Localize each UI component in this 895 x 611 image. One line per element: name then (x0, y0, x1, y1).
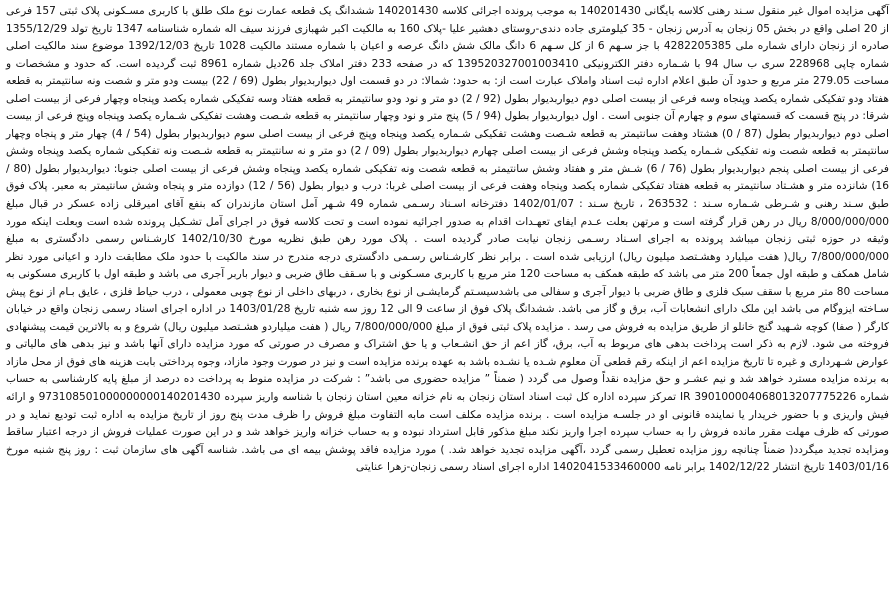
notice-body: آگهی مزایده اموال غیر منقول سـند رهنی کلاسه بایگانی 140201430 به موجب پرونده اجرائی کلاسه 140201430 ششدانگ یک قطعه عمارت نوع ملک طلق با کاربری مسـکونی پلاک ثبتی 157 فرعی از 20 اصلی واقع در بخش 05 زنجان به آدرس زنجان - 35 کیلومتری جاده دندی-روستای دهشیر علیا -پلاک 160 به مالکیت اکبر شهبازی فرزند سیف اله شماره شناسنامه 1347 تاریخ تولد 1355/12/29 صادره از زنجان دارای شماره ملی 4282205385 با جز سـهم 6 از کل سـهم 6 دانگ مالک شش دانگ عرصه و اعیان با شماره مستند مالکیت 1028 تاریخ 1392/12/03 موضوع سند مالکیت اصلی شماره چاپی 228968 سری ب سال 94 با شـماره دفتر الکترونیکی 139520327001003410 که در صفحه 233 دفتر املاک جلد 26دیل شماره 8961 ثبت گردیده است. که حدود و مشخصات و مساحت 279.05 متر مربع و حدود آن طبق اعلام اداره ثبت اسناد واملاک عبارت است از: به حدود: شمالا: در دو قسمت اول دیواربدیوار بطول (69 / 22) بیست ودو متر و شصت ونه سانتیمتر به قطعه هفتاد ودو تفکیکی شماره یکصد وپنجاه وسه فرعی از بیست اصلی دوم دیواربدیوار بطول (92 / 2) دو متر و نود ودو سانتیمتر به قطعه هفتاد وسه تفکیکی شماره یکصد وپنجاه وچهار فرعی از بیست اصلی شرقا: در پنج قسمت که قسمتهای سوم و چهارم آن جنوبی است . اول دیواربدیوار بطول (94 / 5) پنج متر و نود وچهار سانتیمتر به قطعه شـصت وهشت تفکیکی شـماره یکصد وپنجاه وپنج فرعی از بیست اصلی دوم دیواربدیوار بطول (87 / 0) هشتاد وهفت سانتیمتر به قطعه شـصت وهشت تفکیکی شـماره یکصد وپنجاه وپنج فرعی از بیست اصلی سوم دیواربدیوار بطول (54 / 4) چهار متر و پنجاه وچهار سانتیمتر به قطعه شصت ونه تفکیکی شـماره یکصد وپنجاه وشش فرعی از بیست اصلی چهارم دیواربدیوار بطول (09 / 2) دو متر و نه سانتیمتر به قطعه شـصت ونه تفکیکی شماره یکصد وپنجاه وشش فرعی از بیست اصلی پنجم دیواربدیوار بطول (76 / 6) شـش متر و هفتاد وشش سانتیمتر به قطعه شصت ونه تفکیکی شماره یکصد وپنجاه وشش فرعی از بیست اصلی جنوبا: دیواربدیوار بطول (80 / 16) شانزده متر و هشـتاد سانتیمتر به قطعه هفتاد تفکیکی شماره یکصد وپنجاه وهفت فرعی از بیست اصلی غربا: درب و دیوار بطول (56 / 12) دوازده متر و پنجاه وشش سانتیمتر به معبر. پلاک فوق طبق سـند رهنی و شـرطی شـماره سـند : 263532 ، تاریخ سـند : 1402/01/07 دفترخانه اسـناد رسـمی شماره 49 شـهر آمل استان مازندران که بنفع آقای امیرقلی زاده عسکر در قبال مبلغ 8/000/000/000 ریال در رهن قرار گرفته است و مرتهن بعلت عـدم ایفای تعهـدات اقدام به صدور اجرائیه نموده است و تحت کلاسه فوق در اجرای آمل تشـکیل پرونده شده است وبعلت اینکه مورد وثیقه در حوزه ثبتی زنجان میباشد پرونده به اجرای اسـناد رسـمی زنجان نیابت صادر گردیده است . پلاک مورد رهن طبق نظریه مورخ 1402/10/30 کارشـناس رسمی دادگستری به مبلغ 7/800/000/000 ریال( هفت میلیارد وهشـتصد میلیون ریال) ارزیابی شده است . برابر نظر کارشـناس رسـمی دادگستری درجه مندرج در سند مالکیت با حدود ملک مطابقت دارد و اعیانی مورد نظر شامل همکف و طبقه اول جمعاً 200 متر می باشد که طبقه همکف به مساحت 120 متر مربع با کاربری مسـکونی و با سـقف طاق ضربی و دیوار باربر آجری می باشد و طبقه اول با کاربری مسکونی به مساحت 80 متر مربع با سقف سبک فلزی و طاق ضربی با دیوار آجری و سفالی می باشدسیسـتم گرمایشـی از نوع بخاری ، دربهای داخلی از نوع چوبی معمولی ، درب حیاط فلزی ، عایق بـام از نوع پیش سـاخته ایزوگام می باشد این ملک دارای انشعابات آب، برق و گاز می باشد. ششدانگ پلاک فوق از ساعت 9 الی 12 روز سه شنبه تاریخ 1403/01/28 در اداره اجرای اسناد رسمی زنجان واقع در خیابان کارگر ( صفا) کوچه شـهید گنج خانلو از طریق مزایده به فروش می رسد . مزایده پلاک ثبتی فوق از مبلغ 7/800/000/000 ریال ( هفت میلیاردو هشـتصد میلیون ریال) شروع و به بالاترین قیمت پیشنهادی فروخته می شود. لازم به ذکر است پرداخت بدهی های مربوط به آب، برق، گاز اعم از حق انشـعاب و یا حق اشتراک و مصرف در صورتی که مورد مزایده دارای آنها باشد و نیز بدهی های مالیاتی و عوارض شـهرداری و غیره تا تاریخ مزایده اعم از اینکه رقم قطعی آن معلوم شـده یا نشـده باشد به عهده برنده مزایده است و نیز در صورت وجود مازاد، وجوه پرداختی بابت هزینه های فوق از محل مازاد به برنده مزایده مسترد خواهد شد و نیم عشـر و حق مزایده نقداً وصول می گردد ( ضمناً ” مزایده حضوری می باشد” : شرکت در مزایده منوط به پرداخت ده درصد از مبلغ پایه کارشناسی به حساب شماره IR 390100004068013207775226 تمرکز سپرده اداره کل ثبت اسناد استان زنجان به نام خزانه معین استان زنجان با شناسه واریز سپرده 973108501000000000140201430 و ارائه فیش واریزی و با حضور خریدار یا نماینده قانونی او در جلسـه مزایده است . برنده مزایده مکلف است مابه التفاوت مبلغ فروش را ظرف مدت پنج روز از تاریخ مزایده به اداره ثبت تودیع نماید و در صورتی که ظرف مهلت مقرر مانده فروش را به حساب سپرده اجرا واریز نکند مبلغ مذکور قابل استرداد نبوده و به حساب خزانه واریز خواهد شد و در این صورت عملیات فروش از درجه اعتبار ساقط ومزایده تجدید میگردد( ضمناً چنانچه روز مزایده تعطیل رسمی گردد ،آگهی مزایده تجدید خواهد شد. ) مورد مزایده فاقد پوشش بیمه ای می باشد. شناسه آگهی های سازمان ثبت : روز پنج شنبه مورخ 1403/01/16 تاریخ انتشار 1402/12/22 برابر نامه 1402041533460000 اداره اجرای اسناد رسمی زنجان-زهرا عنایتی (6, 5, 890, 474)
